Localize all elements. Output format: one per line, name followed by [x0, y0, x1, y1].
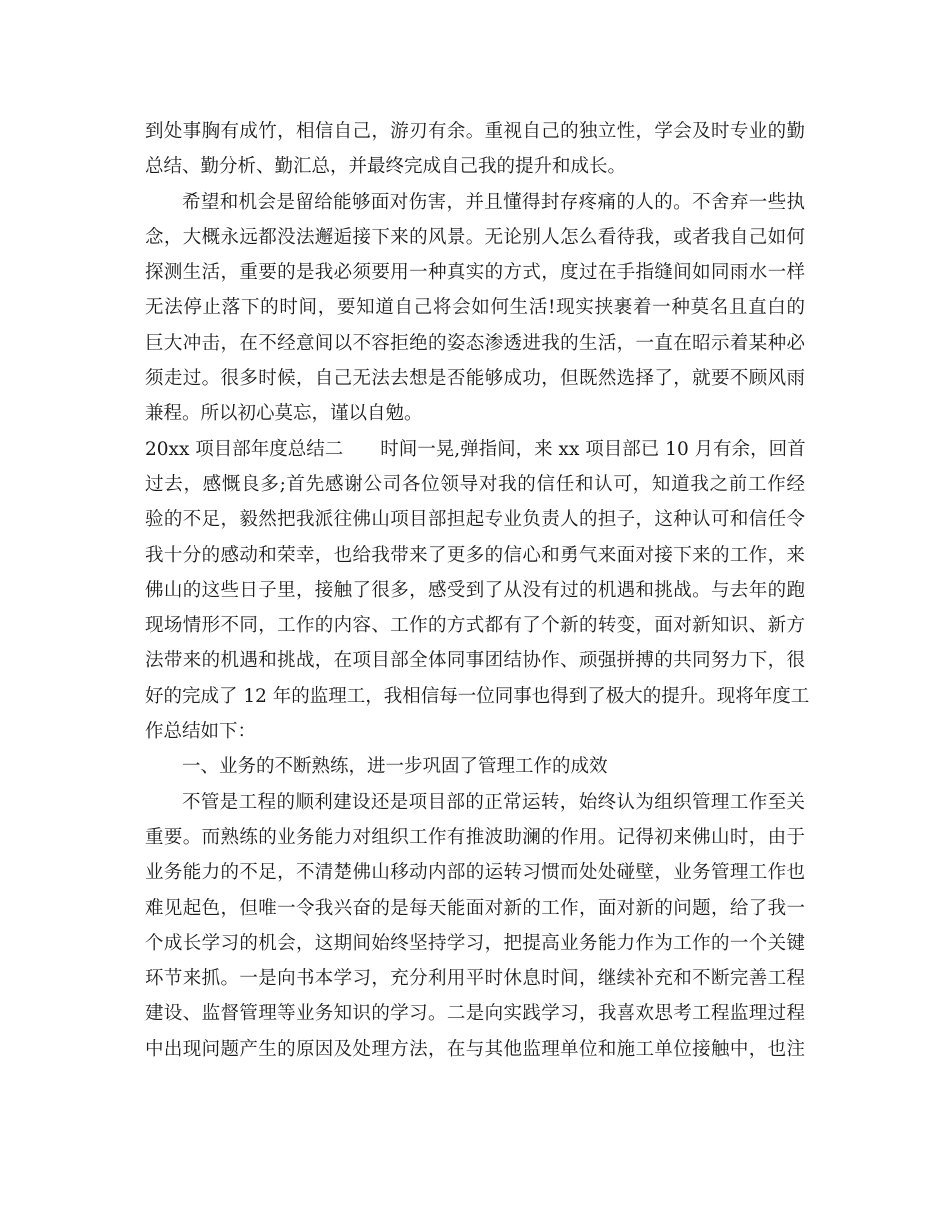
text-line: 我十分的感动和荣幸，也给我带来了更多的信心和勇气来面对接下来的工作，来: [145, 544, 805, 566]
text-line: 法带来的机遇和挑战，在项目部全体同事团结协作、顽强拼搏的共同努力下，很: [145, 650, 805, 672]
text-line: 中出现问题产生的原因及处理方法，在与其他监理单位和施工单位接触中，也注: [145, 1038, 805, 1060]
text-line: 兼程。所以初心莫忘，谨以自勉。: [145, 403, 423, 425]
text-line: 过去，感慨良多;首先感谢公司各位领导对我的信任和认可，知道我之前工作经: [145, 473, 805, 495]
text-line: 不管是工程的顺利建设还是项目部的正常运转，始终认为组织管理工作至关: [182, 791, 805, 813]
subheading-line: 一、业务的不断熟练，进一步巩固了管理工作的成效: [182, 756, 608, 778]
text-line: 到处事胸有成竹，相信自己，游刃有余。重视自己的独立性，学会及时专业的勤: [145, 121, 805, 142]
text-line: 现场情形不同，工作的内容、工作的方式都有了个新的转变，面对新知识、新方: [145, 615, 805, 637]
text-line: 业务能力的不足，不清楚佛山移动内部的运转习惯而处处碰壁，业务管理工作也: [145, 862, 805, 884]
text-line: 难见起色，但唯一令我兴奋的是每天能面对新的工作，面对新的问题，给了我一: [145, 897, 805, 919]
document-body: [145, 114, 810, 1067]
text-line: 无法停止落下的时间，要知道自己将会如何生活!现实挟裹着一种莫名且直白的: [145, 297, 805, 319]
text-line: 环节来抓。一是向书本学习，充分利用平时休息时间，继续补充和不断完善工程: [145, 968, 805, 990]
text-line: 作总结如下：: [145, 721, 257, 743]
text-line: 建设、监督管理等业务知识的学习。二是向实践学习，我喜欢思考工程监理过程: [145, 1003, 805, 1025]
text-line: 巨大冲击，在不经意间以不容拒绝的姿态渗透进我的生活，一直在昭示着某种必: [145, 332, 805, 354]
section-heading-line: 20xx 项目部年度总结二 时间一晃,弹指间，来 xx 项目部已 10 月有余，回首: [145, 438, 806, 460]
text-line: 重要。而熟练的业务能力对组织工作有推波助澜的作用。记得初来佛山时，由于: [145, 826, 805, 848]
text-line: 好的完成了 12 年的监理工，我相信每一位同事也得到了极大的提升。现将年度工: [145, 685, 810, 707]
text-line: 总结、勤分析、勤汇总，并最终完成自己我的提升和成长。: [145, 156, 627, 178]
text-line: 探测生活，重要的是我必须要用一种真实的方式，度过在手指缝间如同雨水一样: [145, 262, 805, 284]
text-line: 须走过。很多时候，自己无法去想是否能够成功，但既然选择了，就要不顾风雨: [145, 368, 805, 390]
text-line: 个成长学习的机会，这期间始终坚持学习，把提高业务能力作为工作的一个关键: [145, 932, 805, 954]
text-line: 念，大概永远都没法邂逅接下来的风景。无论别人怎么看待我，或者我自己如何: [145, 226, 805, 248]
text-line: 希望和机会是留给能够面对伤害，并且懂得封存疼痛的人的。不舍弃一些执: [182, 191, 805, 213]
text-line: 佛山的这些日子里，接触了很多，感受到了从没有过的机遇和挑战。与去年的跑: [145, 579, 805, 601]
text-line: 验的不足，毅然把我派往佛山项目部担起专业负责人的担子，这种认可和信任令: [145, 509, 805, 531]
